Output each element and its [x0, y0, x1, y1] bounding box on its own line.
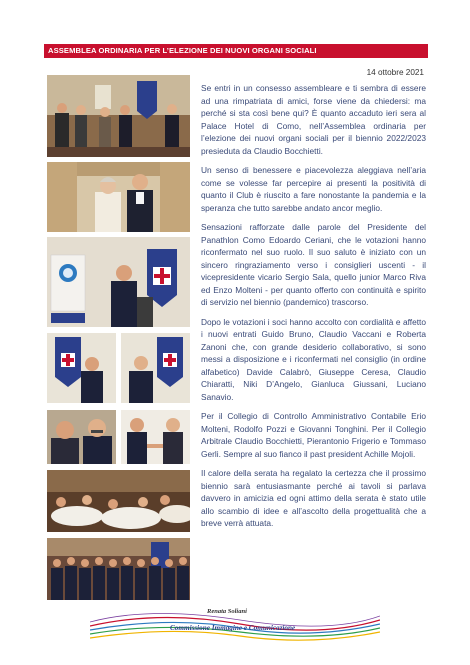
photo-dining-room	[47, 470, 190, 532]
article-title: ASSEMBLEA ORDINARIA PER L’ELEZIONE DEI NUOVI ORGANI SOCIALI	[44, 44, 428, 58]
photo-podium-right	[121, 333, 190, 403]
paragraph: Dopo le votazioni i soci hanno accolto con cordialità e affetto i nuovi entrati Guido Bruno, Claudio Vaccani e Roberta Zanoni che, con grande desiderio collaborativo, si sono messi a disposizione e i riconfermati nel consiglio (in ordine alfabetico) Davide Calabrò, Giuseppe Ceresa, Claudio Chiaratti, Niki D’Angelo, Gianluca Giussani, Luciano Sanavio.	[201, 316, 426, 402]
photo-group-portrait	[47, 538, 190, 600]
paragraph: Se entri in un consesso assembleare e ti sembra di essere ad una rimpatriata di amici, forse viene da chiedersi: ma perché si sta così bene qui? È quanto accaduto ieri sera al Palace Hotel di Como, nell’Assemblea ordinaria per l’elezione dei nuovi organi sociali per il biennio 2022/2023 presieduta da Claudio Bocchietti.	[201, 83, 426, 156]
paragraph: Sensazioni rafforzate dalle parole del Presidente del Panathlon Como Edoardo Ceriani, che le votazioni hanno riconfermato nel suo ruolo. Il suo saluto è iniziato con un sincero ringraziamento verso i consiglieri uscenti - il vicepresidente vicario Sergio Sala, quello junior Marco Riva ed Enzo Molteni - per quanto offerto con continuità e spirito di servizio nel biennio (pandemico) trascorso.	[201, 222, 426, 308]
author-name: Renata Soliani	[207, 608, 247, 615]
author-role: Commissione Immagine e Comunicazione	[170, 624, 296, 632]
article-body	[201, 82, 426, 537]
paragraph: Un senso di benessere e piacevolezza aleggiava nell’aria come se volesse far percepire ai presenti la positività di quanto il Club è riuscito a fare nonostante la pandemia e la speranza che tutto sarebbe andato ancor meglio.	[201, 165, 426, 213]
paragraph: Il calore della serata ha regalato la certezza che il prossimo biennio sarà entusiasmante perché ai tavoli si parlava davvero in amicizia ed ogni attimo della serata è stato utile allo scambio di idee e all’ascolto della progettualità che a breve verrà attuata.	[201, 468, 426, 529]
photo-handshake	[121, 410, 190, 464]
article-date: 14 ottobre 2021	[366, 68, 424, 77]
photo-two-men	[47, 410, 116, 464]
photo-speaker-banners	[47, 237, 190, 327]
photo-podium-left	[47, 333, 116, 403]
paragraph: Per il Collegio di Controllo Amministrativo Contabile Erio Molteni, Rodolfo Pozzi e Giovanni Tonghini. Per il Collegio Arbitrale Claudio Bocchietti, Pierantonio Frigerio e Tommaso Gerli. Sempre al suo fianco il past president Achille Mojoli.	[201, 411, 426, 459]
photo-group-banners	[47, 75, 190, 157]
photo-two-guests	[47, 162, 190, 232]
